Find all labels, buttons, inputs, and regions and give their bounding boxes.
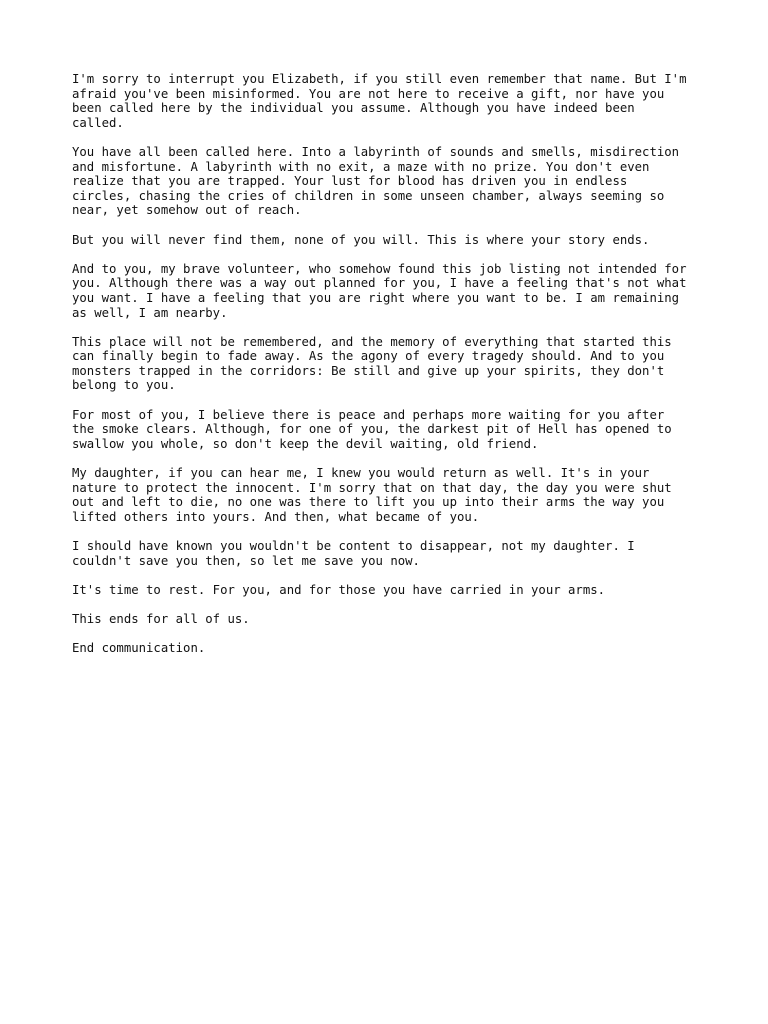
paragraph-3: But you will never find them, none of you will. This is where your story ends. <box>72 232 650 247</box>
paragraph-1: I'm sorry to interrupt you Elizabeth, if you still even remember that name. But I'm afraid you've been misinformed. You are not here to receive a gift, nor have you been called here by the individual you assume. Although you have indeed been called. <box>72 72 687 130</box>
paragraph-6: For most of you, I believe there is peace and perhaps more waiting for you after the smoke clears. Although, for one of you, the darkest pit of Hell has opened to swallow you whole, so don't keep the devil waiting, old friend. <box>72 407 672 451</box>
paragraph-11: End communication. <box>72 641 206 656</box>
paragraph-5: This place will not be remembered, and the memory of everything that started this can finally begin to fade away. As the agony of every tragedy should. And to you monsters trapped in the corridors: Be still and give up your spirits, they don't belong to you. <box>72 334 672 393</box>
paragraph-8: I should have known you wouldn't be content to disappear, not my daughter. I couldn't save you then, so let me save you now. <box>72 539 635 568</box>
paragraph-2: You have all been called here. Into a labyrinth of sounds and smells, misdirection and misfortune. A labyrinth with no exit, a maze with no prize. You don't even realize that you are trapped. Your lust for blood has driven you in endless circles, chasing the cries of children in some unseen chamber, always seeming so near, yet somehow out of reach. <box>72 144 680 218</box>
paragraph-10: This ends for all of us. <box>72 611 250 626</box>
paragraph-7: My daughter, if you can hear me, I knew you would return as well. It's in your nature to protect the innocent. I'm sorry that on that day, the day you were shut out and left to die, no one was there to lift you up into their arms the way you lifted others into yours. And then, what became of you. <box>72 466 672 524</box>
paragraph-4: And to you, my brave volunteer, who somehow found this job listing not intended for you. Although there was a way out planned for you, I have a feeling that's not what you want. I have a feeling that you are right where you want to be. I am remaining as well, I am nearby. <box>72 261 687 320</box>
paragraph-9: It's time to rest. For you, and for those you have carried in your arms. <box>72 582 606 597</box>
document-page <box>72 72 702 670</box>
